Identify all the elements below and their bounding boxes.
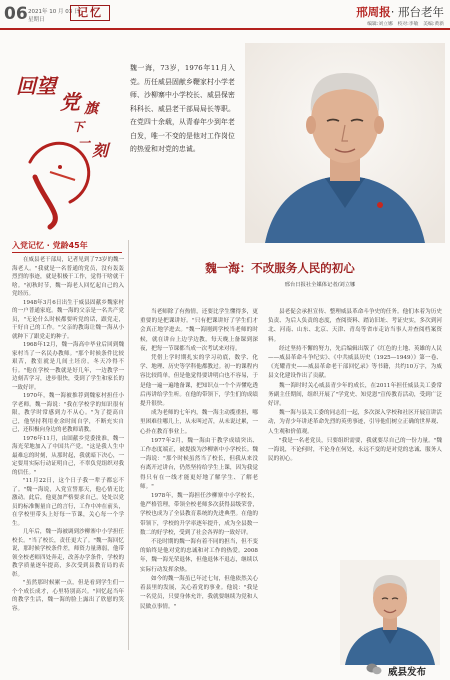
sidebar-paragraph: 几年后，魏一海被调到沙柳寨中小学担任校长。"当了校长，责任更大了。"魏一海回忆说，那时候学校条件差，师资力量薄弱，他带领全校老师四处奔走，改善办学条件，学校的教学质量逐年提高，多次受到县教育局的表彰。 — [12, 529, 124, 578]
column-title-art — [12, 42, 120, 242]
portrait-photo-main — [245, 43, 445, 243]
title-char-2: 望 — [36, 74, 56, 98]
masthead — [0, 0, 450, 30]
article-paragraph: 1977年2月，魏一海由于教学成绩突出、工作态度端正，被提拔为沙柳寨中小学校长。魏一海说："那个时候虽然当了校长，但我从来没有离开过讲台，仍然坚持给学生上课，因为我觉得只有在一线才能更好地了解学生、了解老师。" — [140, 437, 258, 490]
section-title: 记忆 — [70, 5, 110, 21]
sidebar-paragraph: 在威县老干部局，记者见到了73岁的魏一海老人。"我就是一名普通的党员，没有轰轰烈烈的事迹，就是积极干工作，觉得干啥就干啥。"初秋时节，魏一海老人回忆起自己的入党经历。 — [12, 257, 124, 297]
page-number: 06 — [4, 4, 28, 24]
title-char-4: 旗 — [84, 101, 98, 117]
sidebar-paragraph: 1970年，魏一海被推荐到魏家村担任小学老师。魏一海说："我在学校学的知识很有限，教学时常感到力不从心。"为了提高自己，他坚持利用业余时间自学，不断充实自己，还积极向身边的老教师请教。 — [12, 393, 124, 433]
article-column-2 — [268, 308, 442, 464]
brand-logo — [356, 4, 444, 20]
brush-swirl-icon — [20, 122, 110, 232]
article-paragraph: 1978年，魏一海担任沙柳寨中小学校长，他严格管理，带领全校老师多次获得县级荣誉，学校也成为了全县教育系统的先进典型。在他的带领下，学校的升学率逐年提升，成为全县数一数二的好学校，受到了社会各界的一致好评。 — [140, 493, 258, 536]
issue-weekday: 星期日 — [28, 17, 45, 23]
column-divider — [128, 240, 129, 650]
brand-sub: · 邢台老年 — [390, 5, 444, 19]
article-paragraph: 成为老师的七年内，魏一海主动揽重担，哪里困难往哪儿上，从未叫过苦，从未说过累，一心扑在教育事业上。 — [140, 410, 258, 435]
article-byline: 邢台日报社全媒体记者/刘立娜 — [284, 282, 356, 288]
sidebar-paragraph: 1948年3月6日出生于威县固献乡魏家村的一户普通家庭。魏一海的父亲是一名共产党员，"无论什么时候都要听党的话，跟党走，干好自己的工作。"父亲的教诲让魏一海从小就种下了跟党走的种子。 — [12, 299, 124, 340]
sidebar-paragraph: 1976年11月，由固献乡党委批准，魏一海光荣地加入了中国共产党。"这是我人生中最难忘的时刻，从那时起，我就暗下决心，一定要用实际行动证明自己，不辜负党组织对我的信任。" — [12, 435, 124, 476]
title-char-6: 一 — [78, 136, 91, 150]
article-paragraph: 魏一海与县关工委的同志们一起，多次深入学校和社区开展宣讲活动，为青少年讲述革命先烈的英勇事迹，引导他们树立正确的世界观、人生观和价值观。 — [268, 410, 442, 435]
sidebar-paragraph: "虽然那时候累一点，但是看到学生们一个个成长成才，心里特别高兴。"回忆起当年的教学生活，魏一海的脸上露出了欣慰的笑容。 — [12, 580, 124, 612]
sidebar-story — [12, 256, 124, 613]
top-rule — [0, 28, 450, 30]
title-char-5: 下 — [72, 120, 85, 134]
article-paragraph: 不论时期的魏一海有着不同的担当，但不变的始终是他对党的忠诚和对工作的热爱。2008年，魏一海光荣退休，但他退休不退志，继续以实际行动发挥余热。 — [140, 539, 258, 573]
article-paragraph: "我是一名老党员，只要组织需要，我就要尽自己的一份力量。"魏一海说，不论何时，不论身在何处，永远不变的是对党的忠诚、服务人民的初心。 — [268, 437, 442, 463]
article-paragraph: 县老促会承担宣传、整理威县革命斗争史的任务。他们本着为历史负责、为后人负责的态度，查阅资料、踏访旧址、考证史实，多次到河北、河南、山东、北京、天津、青岛等省市走访当事人并查阅档案资料。 — [268, 309, 442, 343]
article-column-1 — [140, 308, 258, 612]
article-paragraph: 魏一海时时关心威县青少年的成长，在2011年担任威县关工委常务副主任期间，组织开展了"学党史、知党恩"宣传教育活动，受到广泛好评。 — [268, 382, 442, 408]
title-char-3: 党 — [60, 90, 80, 114]
title-char-7: 刻 — [92, 141, 109, 160]
article-headline: 魏一海：不改服务人民的初心 — [205, 261, 355, 275]
wechat-icon — [366, 662, 382, 676]
article-paragraph: 当老师除了有热情，还要比学生懂得多，更重要的是把课讲好。"只有把课讲好了学生们才会真正地学进去。"魏一海刚到学校当老师的时候，就在讲台上边学边教，每天晚上备课到深夜，把每一节课都当成一次考试来对待。 — [140, 309, 258, 352]
sidebar-heading: 入党记忆 · 党龄45年 — [12, 241, 88, 250]
brand-main: 邢周报 — [356, 5, 391, 19]
sidebar-paragraph: 1968年12月，魏一海高中毕业后回到魏家村当了一名民办教师。"那个时候条件比较艰苦，教室就是几间土坯房，冬天冷得不行。"他在学校一教就是好几年，一边教学一边刻苦学习，进步很快，受到了学生和家长的一致好评。 — [12, 342, 124, 391]
editor-credits: 编辑:刘立娜 校对:李敏 美编:黄新 — [367, 22, 444, 27]
issue-date: 2021年 10 月 03 日 — [28, 9, 80, 15]
title-char-1: 回 — [16, 74, 36, 98]
article-paragraph: 凭借上学时期扎实的学习功底，数学、化学、地理、历史等学科他都教过。初一的课程内容比较简单，但是他觉得要讲明白也不容易，于是他一遍一遍地备课，把知识点一个个弄懂吃透后再讲给学生听。在他的带领下，学生们的成绩提升很快。 — [140, 355, 258, 408]
source-watermark: 威县发布 — [388, 667, 427, 678]
article-paragraph: 如今的魏一海虽已年过七旬，但他依然关心着县里的发展，关心着党的事业。他说："我是一名党员，只要身体允许，我就要继续为党和人民做点事情。" — [140, 575, 258, 610]
portrait-photo-secondary — [340, 560, 440, 665]
sidebar-heading-rule — [12, 252, 122, 253]
intro-text: 魏一海，73岁，1976年11月入党。历任威县固献乡鞭家村小学老师、沙柳寨中小学校长、威县保密科科长、威县老干部局局长等职。在党四十余载，从青春年少到年老白发，唯一不变的是他对工作岗位的热爱和对党的忠诚。 — [130, 64, 235, 153]
article-paragraph: 经过坚持不懈的努力，先后编辑出版了《红色的土地、英雄的人民——威县革命斗争纪实》、《中共威县历史（1925—1949）》第一卷、《光耀青史——威县革命老干部回忆录》等书籍，共约10万字，为威县文化建设作出了贡献。 — [268, 345, 442, 380]
sidebar-paragraph: "11月22日，这个日子我一辈子都忘不了。"魏一海说，入党宣誓那天，他心情无比激动。此后，他更加严格要求自己，处处以党员的标准衡量自己的言行，工作中冲在前头，在学校里带头上好每一节课，关心每一个学生。 — [12, 478, 124, 527]
